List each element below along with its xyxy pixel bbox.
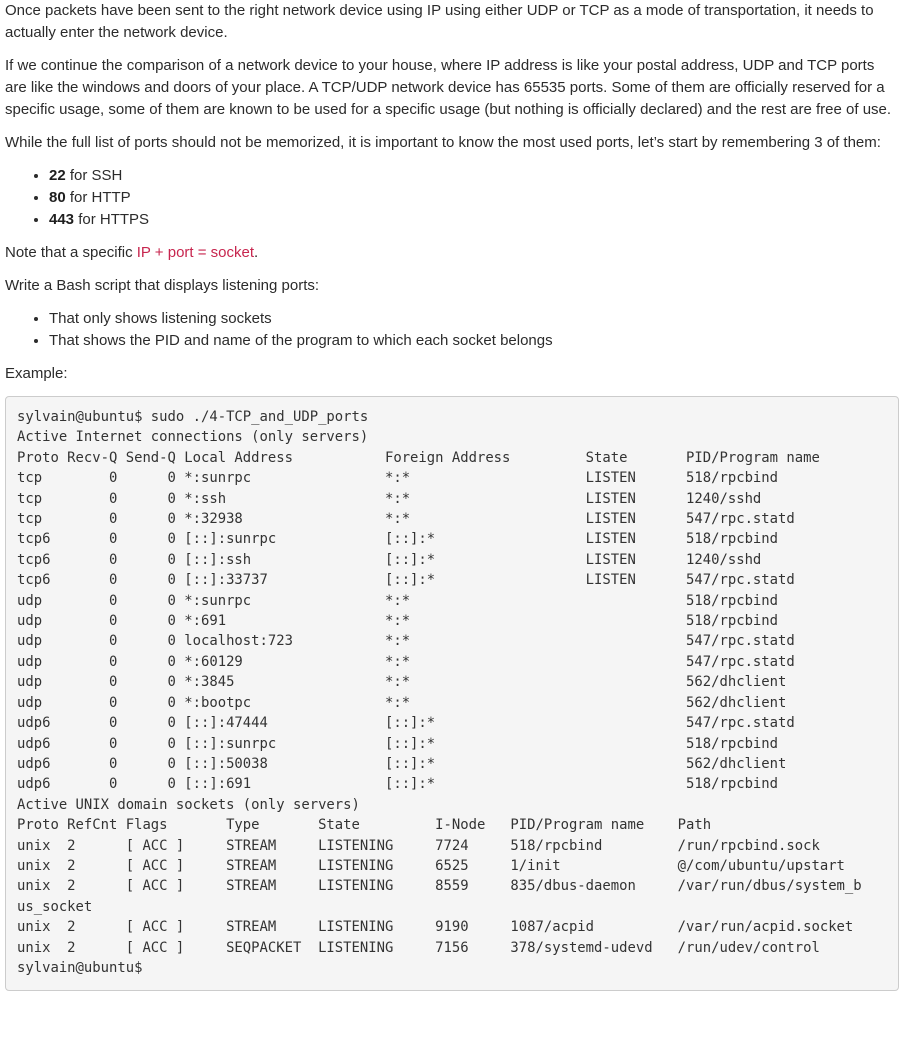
- port-number: 443: [49, 211, 75, 228]
- task-instruction: Write a Bash script that displays listening ports:: [5, 277, 320, 294]
- port-number: 80: [49, 189, 66, 206]
- list-item: [49, 165, 899, 187]
- task-description: [5, 0, 899, 991]
- ports-analogy-paragraph: If we continue the comparison of a network device to your house, where IP address is like your postal address, UDP and TCP ports are like the windows and doors of your place. A TCP/UDP network device has 65535 ports. Some of them are officially reserved for a specific usage, some of them are known to be used for a specific usage (but nothing is officially declared) and the rest are free of use.: [5, 57, 892, 118]
- example-label: Example:: [5, 365, 68, 382]
- example-code-block: sylvain@ubuntu$ sudo ./4-TCP_and_UDP_ports Active Internet connections (only servers) Proto Recv-Q Send-Q Local Address Foreign Address State PID/Program name tcp 0 0 *:sunrpc *:* LISTEN 518/rpcbind tcp 0 0 *:ssh *:* LISTEN 1240/sshd tcp 0 0 *:32938 *:* LISTEN 547/rpc.statd tcp6 0 0 [::]:sunrpc [::]:* LISTEN 518/rpcbind tcp6 0 0 [::]:ssh [::]:* LISTEN 1240/sshd tcp6 0 0 [::]:33737 [::]:* LISTEN 547/rpc.statd udp 0 0 *:sunrpc *:* 518/rpcbind udp 0 0 *:691 *:* 518/rpcbind udp 0 0 localhost:723 *:* 547/rpc.statd udp 0 0 *:60129 *:* 547/rpc.statd udp 0 0 *:3845 *:* 562/dhclient udp 0 0 *:bootpc *:* 562/dhclient udp6 0 0 [::]:47444 [::]:* 547/rpc.statd udp6 0 0 [::]:sunrpc [::]:* 518/rpcbind udp6 0 0 [::]:50038 [::]:* 562/dhclient udp6 0 0 [::]:691 [::]:* 518/rpcbind Active UNIX domain sockets (only servers) Proto RefCnt Flags Type State I-Node PID/Program name Path unix 2 [ ACC ] STREAM LISTENING 7724 518/rpcbind /run/rpcbind.sock unix 2 [ ACC ] STREAM LISTENING 6525 1/init @/com/ubuntu/upstart unix 2 [ ACC ] STREAM LISTENING 8559 835/dbus-daemon /var/run/dbus/system_b us_socket unix 2 [ ACC ] STREAM LISTENING 9190 1087/acpid /var/run/acpid.socket unix 2 [ ACC ] SEQPACKET LISTENING 7156 378/systemd-udevd /run/udev/control sylvain@ubuntu$: [5, 396, 899, 991]
- common-ports-list: [5, 165, 899, 231]
- port-protocol: for HTTP: [65, 189, 131, 206]
- port-protocol: for HTTPS: [74, 211, 150, 228]
- memorize-paragraph: While the full list of ports should not be memorized, it is important to know the most used ports, let’s start by remembering 3 of them:: [5, 134, 881, 151]
- port-protocol: for SSH: [65, 167, 123, 184]
- socket-formula: IP + port = socket: [136, 244, 255, 261]
- socket-note: Note that a specific IP + port = socket.: [5, 244, 259, 261]
- port-number: 22: [49, 167, 66, 184]
- list-item: • That only shows listening sockets: [49, 308, 899, 330]
- requirements-list: [5, 308, 899, 352]
- list-item: [49, 209, 899, 231]
- intro-paragraph: Once packets have been sent to the right network device using IP using either UDP or TCP as a mode of transportation, it needs to actually enter the network device.: [5, 2, 874, 41]
- list-item: [49, 187, 899, 209]
- list-item: • That shows the PID and name of the program to which each socket belongs: [49, 330, 899, 352]
